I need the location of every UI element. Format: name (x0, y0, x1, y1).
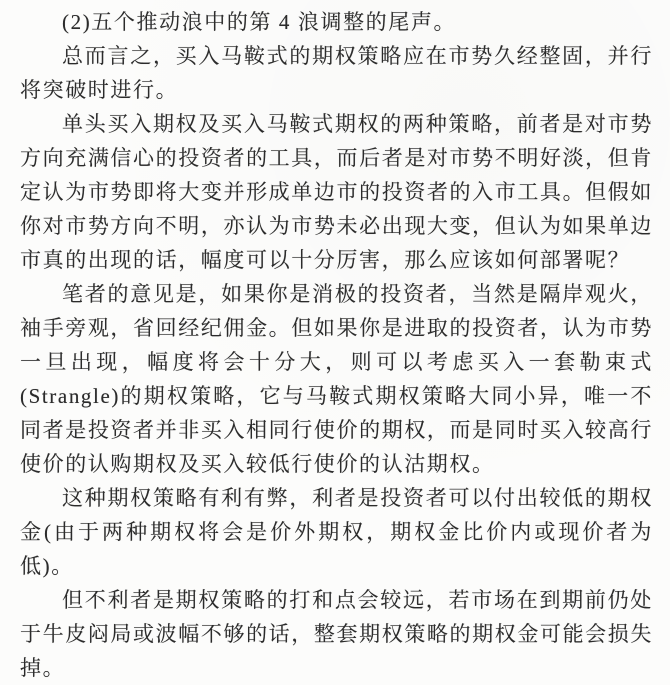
paragraph-summary-straddle-timing: 总而言之，买入马鞍式的期权策略应在市势久经整固，并行将突破时进行。 (20, 44, 653, 102)
paragraph-wave-tail-note: (2)五个推动浪中的第 4 浪调整的尾声。 (62, 10, 457, 34)
paragraph-two-strategies-comparison: 单头买入期权及买入马鞍式期权的两种策略，前者是对市势方向充满信心的投资者的工具，而后者是对市势不明好淡，但肯定认为市势即将大变并形成单边市的投资者的入市工具。但假如你对市势方向不明，亦认为市势未必出现大变，但认为如果单边市真的出现的话，幅度可以十分厉害，那么应该如何部署呢？ (20, 112, 653, 272)
paragraph-author-opinion-strangle: 笔者的意见是，如果你是消极的投资者，当然是隔岸观火，袖手旁观，省回经纪佣金。但如果你是进取的投资者，认为市势一旦出现，幅度将会十分大，则可以考虑买入一套勒束式(Strangle)的期权策略，它与马鞍式期权策略大同小异，唯一不同者是投资者并非买入相同行使价的期权，而是同时买入较高行使价的认购期权及买入较低行使价的认沽期权。 (20, 282, 653, 476)
paragraph-strategy-disadvantage: 但不利者是期权策略的打和点会较远，若市场在到期前仍处于牛皮闷局或波幅不够的话，整套期权策略的期权金可能会损失掉。 (20, 588, 653, 680)
paragraph-strategy-advantage: 这种期权策略有利有弊，利者是投资者可以付出较低的期权金(由于两种期权将会是价外期权，期权金比价内或现价者为低)。 (20, 486, 653, 578)
